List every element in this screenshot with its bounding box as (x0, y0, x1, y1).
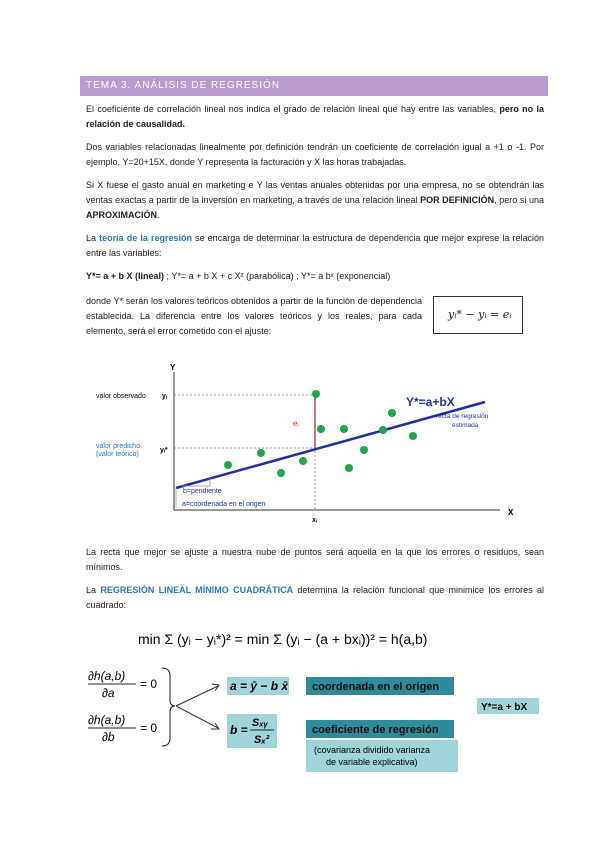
p5-bold: Y*= a + b X (lineal) (86, 271, 165, 281)
data-point (345, 464, 353, 472)
data-point (257, 449, 265, 457)
deriv-a-numerator: ∂h(a,b) (88, 669, 126, 683)
p3-bold-1: POR DEFINICIÓN (420, 195, 495, 205)
result-equation: Y*=a + bX (481, 702, 528, 713)
brace (162, 668, 175, 746)
regression-caption-2: estimada (452, 422, 479, 429)
predicted-symbol: yᵢ* (160, 447, 168, 454)
data-point (379, 426, 387, 434)
p1-bold: pero no la relación de causalidad (86, 104, 544, 129)
data-point (388, 409, 396, 417)
regression-coef-label: coeficiente de regresión (312, 724, 439, 736)
a-expression: a = ȳ − b x̄ (230, 679, 289, 693)
p4-text-2: se encarga de determinar la estructura de dependencia que mejor exprese la relación entre las variables: (86, 233, 544, 258)
regression-caption-1: recta de regresión (436, 413, 489, 420)
p3-text-2: , pero si una (494, 195, 544, 205)
arrow-b (176, 706, 218, 728)
deriv-b-numerator: ∂h(a,b) (88, 713, 126, 727)
paragraph-3 (86, 178, 544, 223)
data-point (312, 390, 320, 398)
residual-label: eᵢ (293, 419, 299, 428)
paragraph-5 (86, 269, 544, 284)
p4-text: La (86, 233, 100, 243)
p4-highlight: teoría de la regresión (99, 233, 192, 243)
section-header (80, 76, 548, 96)
slope-label: b=pendiente (183, 488, 222, 495)
data-point (409, 432, 417, 440)
p3-end: . (157, 210, 160, 220)
b-lhs: b = (230, 723, 248, 737)
derivative-system (80, 662, 550, 777)
covariance-note-1: (covarianza dividido varianza (314, 745, 431, 755)
arrow-a (176, 686, 218, 706)
predicted-label-1: valor predicho (96, 443, 140, 450)
paragraph-6: donde Y* serán los valores teóricos obtenidos a partir de la función de dependencia establecida. La diferencia entre los valores teóricos y los reales, para cada elemento, será el error cometido con el ajuste: (86, 296, 422, 336)
error-formula: yᵢ* − yᵢ = eᵢ (448, 308, 512, 321)
p1-end: . (182, 119, 186, 129)
b-numerator: Sₓᵧ (252, 717, 268, 729)
section-title: TEMA 3. ANÁLISIS DE REGRESIÓN (86, 80, 281, 91)
intercept-box-label: coordenada en el origen (312, 681, 440, 693)
observed-label: valor observado (96, 393, 146, 400)
data-point (224, 461, 232, 469)
deriv-a-eq: = 0 (140, 677, 158, 691)
min-formula (120, 622, 520, 662)
p8-highlight: REGRESIÓN LINEAL MÍNIMO CUADRÁTICA (100, 585, 294, 595)
p5-text: ; Y*= a + b X + c X² (parabólica) ; Y*= a bˣ (exponencial) (164, 271, 391, 281)
x-axis-label: X (508, 508, 514, 517)
predicted-label-2: (valor teórico) (96, 451, 139, 458)
deriv-b-denominator: ∂b (102, 730, 115, 744)
deriv-a-denominator: ∂a (102, 686, 115, 700)
p1-text: El coeficiente de correlación lineal nos indica el grado de relación lineal que hay entre las variables, (86, 104, 500, 114)
y-axis-label: Y (170, 363, 176, 372)
paragraph-7: La recta que mejor se ajuste a nuestra nube de puntos será aquella en la que los errores o residuos, sean mínimos. (86, 547, 544, 572)
p8-text: La (86, 585, 101, 595)
paragraph-4 (86, 231, 544, 261)
regression-equation: Y*=a+bX (406, 395, 455, 409)
p3-text: Si X fuese el gasto anual en marketing e Y las ventas anuales obtenidas por una empresa, no se obtendrán las ventas exactas a partir de la inversión en marketing, a través de una relación lineal (86, 180, 544, 205)
data-point (277, 469, 285, 477)
covariance-note-2: de variable explicativa) (326, 757, 418, 767)
data-point (317, 425, 325, 433)
paragraph-8 (86, 583, 544, 613)
deriv-b-eq: = 0 (140, 721, 158, 735)
b-denominator: Sₓ² (254, 734, 270, 746)
data-point (299, 457, 307, 465)
intercept-label: a=coordenada en el origen (182, 501, 266, 508)
p3-bold-2: APROXIMACIÓN (86, 210, 158, 220)
regression-diagram (90, 360, 530, 530)
data-point (360, 446, 368, 454)
min-formula-text: min Σ (yᵢ − yᵢ*)² = min Σ (yᵢ − (a + bxᵢ))² = h(a,b) (138, 631, 428, 647)
data-point (340, 425, 348, 433)
xi-label: xᵢ (312, 517, 317, 524)
observed-symbol: yᵢ (162, 393, 167, 400)
error-formula-box (433, 296, 523, 334)
paragraph-2: Dos variables relacionadas linealmente por definición tendrán un coeficiente de correlación igual a +1 o -1. Por ejemplo, Y=20+15X, donde Y representa la facturación y X las horas trabajadas. (86, 142, 544, 167)
p8-text-2: determina la relación funcional que minimice los errores al cuadrado: (86, 585, 544, 610)
paragraph-1 (86, 102, 544, 132)
